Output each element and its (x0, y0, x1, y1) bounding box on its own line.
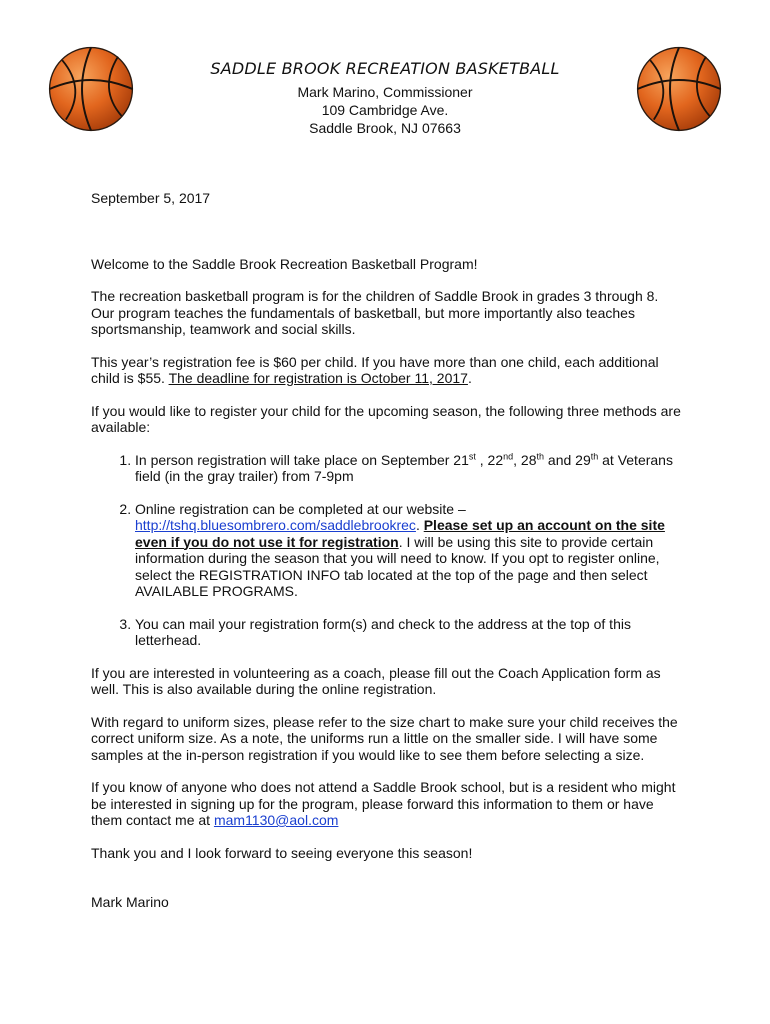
intro-paragraph: The recreation basketball program is for the children of Saddle Brook in grades 3 through 8. Our program teaches the fundamentals of basketball, but more importantly also teaches sportsmanship, teamwork and social skills. (91, 288, 659, 337)
method2-text-a: Online registration can be completed at our website – (135, 500, 466, 517)
coach-paragraph: If you are interested in volunteering as a coach, please fill out the Coach Application form as well. This is also available during the online registration. (91, 664, 661, 697)
welcome-paragraph: Welcome to the Saddle Brook Recreation Basketball Program! (91, 255, 478, 272)
method1-text-d: and 29 (544, 451, 591, 468)
fee-end: . (467, 370, 472, 386)
signature: Mark Marino (91, 894, 169, 910)
methods-intro: If you would like to register your child for the upcoming season, the following three methods are available: (91, 402, 681, 435)
letter-body (91, 190, 681, 911)
address-line-1: 109 Cambridge Ave. (321, 102, 449, 118)
deadline-text: The deadline for registration is October 11, 2017 (168, 370, 468, 386)
method1-text-a: In person registration will take place on September 21 (135, 451, 469, 468)
ordinal-nd: nd (503, 450, 514, 461)
method1-text-c: , 28 (513, 451, 537, 468)
method-online (135, 501, 681, 600)
method-mail: 3. You can mail your registration form(s) and check to the address at the top of this letterhead. (135, 616, 681, 649)
registration-website-link[interactable]: http://tshq.bluesombrero.com/saddlebrookrec (135, 517, 416, 533)
org-title: SADDLE BROOK RECREATION BASKETBALL (210, 59, 560, 78)
account-notice: Please set up an account on the site even if you do not use it for registration (135, 517, 665, 550)
nonresident-text: If you know of anyone who does not attend a Saddle Brook school, but is a resident who might be interested in signing up for the program, please forward this information to them or have them contact me at (91, 779, 676, 828)
method-in-person (135, 452, 681, 485)
method2-text-b: . (415, 517, 424, 533)
fee-text: This year’s registration fee is $60 per child. If you have more than one child, each additional child is $55. (91, 353, 659, 386)
ordinal-st: st (468, 450, 476, 461)
uniform-paragraph: With regard to uniform sizes, please refer to the size chart to make sure your child receives the correct uniform size. As a note, the uniforms run a little on the smaller side. I will have some samples at the in-person registration if you would like to see them before selecting a size. (91, 713, 678, 763)
method2-text-c: . I will be using this site to provide certain information during the season that you will need to know. If you opt to register online, select the REGISTRATION INFO tab located at the top of the page and then select AVAILABLE PROGRAMS. (135, 533, 660, 599)
letter-date: September 5, 2017 (91, 190, 211, 206)
letterhead (0, 60, 770, 137)
contact-name: Mark Marino, Commissioner (297, 84, 473, 100)
method1-text-b: , 22 (475, 451, 504, 468)
fee-paragraph (91, 354, 681, 387)
ordinal-th-2: th (590, 450, 599, 461)
address-line-2: Saddle Brook, NJ 07663 (309, 120, 461, 136)
method1-text-e: at Veterans field (in the gray trailer) from 7-9pm (135, 451, 673, 484)
email-link[interactable]: mam1130@aol.com (213, 812, 339, 828)
registration-methods-list (91, 452, 681, 649)
ordinal-th-1: th (536, 450, 545, 461)
nonresident-paragraph (91, 779, 681, 829)
thanks-paragraph: Thank you and I look forward to seeing everyone this season! (91, 844, 473, 861)
